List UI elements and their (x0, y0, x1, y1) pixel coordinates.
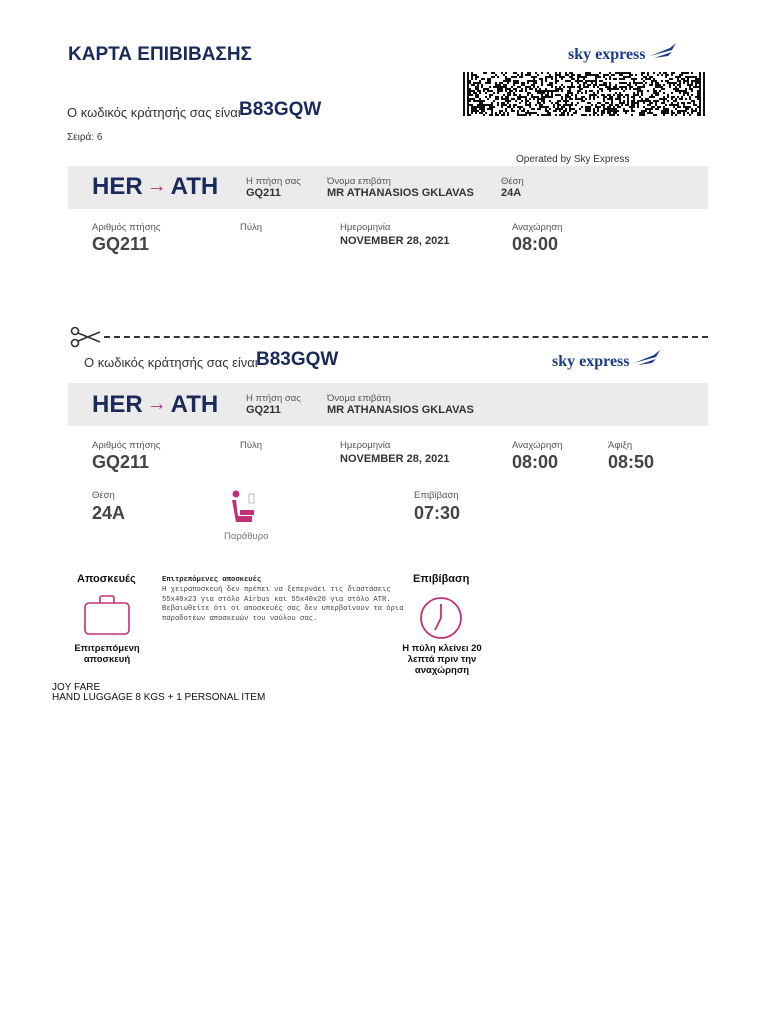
stub-your-flight-value: GQ211 (246, 404, 281, 416)
stub-route-arrow-icon: → (146, 393, 167, 415)
stub-boarding-label: Επιβίβαση (414, 490, 459, 501)
stub-route-from: HER (92, 391, 143, 418)
stub-passenger-value: MR ATHANASIOS GKLAVAS (327, 404, 474, 416)
seat-label: Θέση (501, 176, 524, 187)
stub-date-label: Ημερομηνία (340, 440, 391, 451)
stub-flight-number-value: GQ211 (92, 452, 150, 472)
stub-flight-number-label: Αριθμός πτήσης (92, 440, 161, 451)
seat-icon (228, 490, 258, 530)
stub-arrival-label: Άφιξη (608, 440, 633, 451)
passenger-value: MR ATHANASIOS GKLAVAS (327, 187, 474, 199)
stub-route (92, 391, 218, 419)
stub-route-to: ATH (170, 391, 219, 418)
departure-value: 08:00 (512, 234, 559, 254)
boarding-heading: Επιβίβαση (413, 573, 470, 585)
your-flight-label: Η πτήση σας (246, 176, 301, 187)
allowed-baggage-text: Η χειραποσκευή δεν πρέπει να ξεπερνάει τις διαστάσεις 55x40x23 για στόλο Airbus και 55x40x20 για στόλο ATR. Βεβαιωθείτε ότι οι αποσκευές σας δεν υπερβαίνουν τα όρια παραδοτέων αποσκευών του ναύλου σας. (162, 586, 404, 623)
stub-booking-label: Ο κωδικός κράτησής σας είναι (84, 355, 258, 370)
stub-seat-label: Θέση (92, 490, 115, 501)
route-arrow-icon: → (146, 175, 167, 197)
passenger-label: Όνομα επιβάτη (327, 176, 391, 187)
fare-name: JOY FARE (52, 682, 101, 693)
clock-icon (418, 595, 464, 641)
flight-number-label: Αριθμός πτήσης (92, 222, 161, 233)
seat-value: 24A (501, 187, 522, 199)
date-label: Ημερομηνία (340, 222, 391, 233)
stub-booking-code: B83GQW (256, 349, 339, 370)
flight-number-value: GQ211 (92, 234, 150, 254)
stub-brand-logo (552, 353, 630, 371)
allowed-baggage-caption: Επιτρεπόμενη αποσκευή (74, 643, 140, 665)
cut-line (104, 336, 708, 338)
baggage-allowance: HAND LUGGAGE 8 KGS + 1 PERSONAL ITEM (52, 692, 266, 703)
stub-passenger-label: Όνομα επιβάτη (327, 393, 391, 404)
stub-boarding-value: 07:30 (414, 503, 461, 523)
brand-name: sky express (568, 46, 646, 63)
page-title: ΚΑΡΤΑ ΕΠΙΒΙΒΑΣΗΣ (68, 44, 252, 65)
route-from: HER (92, 173, 143, 200)
stub-arrival-value: 08:50 (608, 452, 655, 472)
brand-logo (568, 46, 646, 64)
booking-label: Ο κωδικός κράτησής σας είναι (67, 105, 241, 120)
date-value: NOVEMBER 28, 2021 (340, 235, 450, 247)
scissors-icon (70, 326, 102, 348)
stub-seat-value: 24A (92, 503, 126, 523)
route-to: ATH (170, 173, 219, 200)
your-flight-value: GQ211 (246, 187, 281, 199)
stub-departure-value: 08:00 (512, 452, 559, 472)
departure-label: Αναχώρηση (512, 222, 563, 233)
baggage-heading: Αποσκευές (77, 573, 136, 585)
stub-your-flight-label: Η πτήση σας (246, 393, 301, 404)
seat-type-label: Παράθυρο (224, 531, 269, 542)
row-text: Σειρά: 6 (67, 132, 103, 143)
operated-by: Operated by Sky Express (516, 154, 630, 165)
stub-departure-label: Αναχώρηση (512, 440, 563, 451)
allowed-baggage-heading: Επιτρεπόμενες αποσκευές (162, 576, 262, 584)
booking-code: B83GQW (239, 99, 322, 120)
gate-closes-caption: Η πύλη κλείνει 20 λεπτά πριν την αναχώρηση (402, 643, 482, 676)
stub-brand-name: sky express (552, 353, 630, 370)
logo-bird-icon (632, 349, 662, 367)
logo-bird-icon (648, 42, 678, 60)
stub-date-value: NOVEMBER 28, 2021 (340, 453, 450, 465)
route (92, 173, 218, 201)
gate-label: Πύλη (240, 222, 263, 233)
stub-gate-label: Πύλη (240, 440, 263, 451)
luggage-icon (83, 594, 131, 636)
barcode-icon (463, 72, 705, 116)
